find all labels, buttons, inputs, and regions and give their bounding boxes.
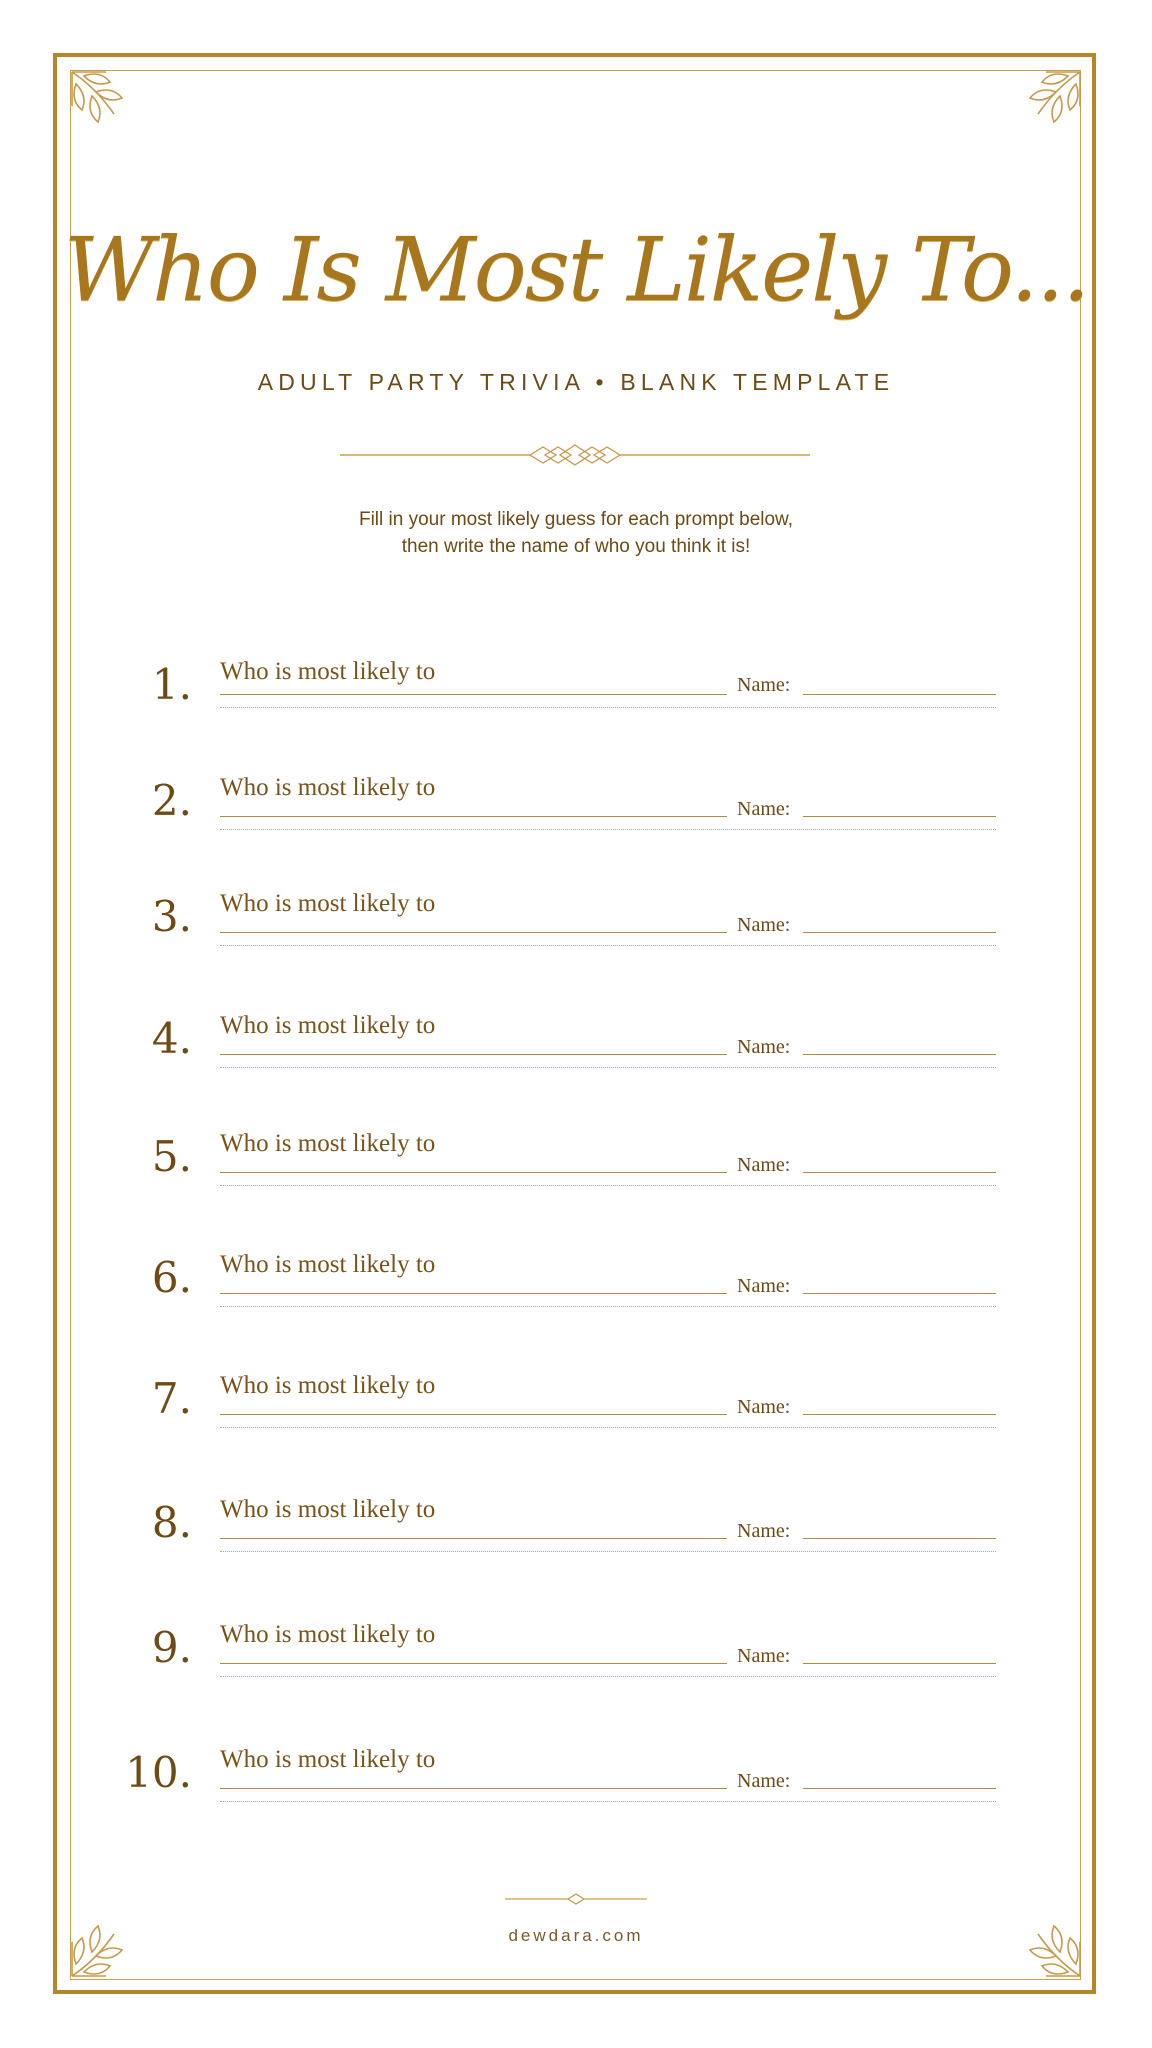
prompt-text: Who is most likely to bbox=[220, 1372, 436, 1399]
leaf-ornament-icon bbox=[996, 66, 1086, 156]
prompt-row-8 bbox=[0, 1496, 1152, 1566]
prompt-answer-line[interactable] bbox=[220, 816, 727, 817]
page-title: Who Is Most Likely To... bbox=[63, 218, 1089, 321]
prompt-answer-line[interactable] bbox=[220, 1172, 727, 1173]
dotted-separator bbox=[220, 707, 996, 708]
dotted-separator bbox=[220, 1676, 996, 1677]
name-label: Name: bbox=[737, 1036, 791, 1058]
prompt-row-9 bbox=[0, 1621, 1152, 1691]
page-subtitle: ADULT PARTY TRIVIA • BLANK TEMPLATE bbox=[257, 369, 895, 395]
prompt-number: 5. bbox=[151, 1132, 192, 1181]
name-label: Name: bbox=[737, 1275, 791, 1297]
name-label: Name: bbox=[737, 914, 791, 936]
name-answer-line[interactable] bbox=[803, 1538, 996, 1539]
name-answer-line[interactable] bbox=[803, 1414, 996, 1415]
prompt-number: 6. bbox=[151, 1253, 192, 1302]
instructions-line-2: then write the name of who you think it is! bbox=[401, 536, 751, 557]
prompt-number: 2. bbox=[151, 776, 192, 825]
prompt-row-10 bbox=[0, 1746, 1152, 1816]
name-label: Name: bbox=[737, 798, 791, 820]
name-answer-line[interactable] bbox=[803, 1663, 996, 1664]
prompt-answer-line[interactable] bbox=[220, 1054, 727, 1055]
name-answer-line[interactable] bbox=[803, 932, 996, 933]
prompt-text: Who is most likely to bbox=[220, 1621, 436, 1648]
dotted-separator bbox=[220, 1427, 996, 1428]
prompt-text: Who is most likely to bbox=[220, 658, 436, 685]
instructions bbox=[0, 506, 1152, 560]
name-answer-line[interactable] bbox=[803, 1172, 996, 1173]
prompt-text: Who is most likely to bbox=[220, 1251, 436, 1278]
dotted-separator bbox=[220, 1185, 996, 1186]
prompt-row-1 bbox=[0, 658, 1152, 728]
prompt-number: 7. bbox=[151, 1374, 192, 1423]
prompt-row-5 bbox=[0, 1130, 1152, 1200]
prompt-answer-line[interactable] bbox=[220, 1414, 727, 1415]
name-label: Name: bbox=[737, 1520, 791, 1542]
prompt-text: Who is most likely to bbox=[220, 1496, 436, 1523]
name-label: Name: bbox=[737, 1645, 791, 1667]
name-label: Name: bbox=[737, 1396, 791, 1418]
name-answer-line[interactable] bbox=[803, 694, 996, 695]
name-answer-line[interactable] bbox=[803, 1788, 996, 1789]
dotted-separator bbox=[220, 829, 996, 830]
dotted-separator bbox=[220, 1551, 996, 1552]
prompt-row-3 bbox=[0, 890, 1152, 960]
name-answer-line[interactable] bbox=[803, 816, 996, 817]
ornamental-divider-icon bbox=[340, 440, 810, 470]
prompt-row-6 bbox=[0, 1251, 1152, 1321]
leaf-ornament-icon bbox=[66, 66, 156, 156]
prompt-answer-line[interactable] bbox=[220, 932, 727, 933]
prompt-answer-line[interactable] bbox=[220, 1663, 727, 1664]
prompt-text: Who is most likely to bbox=[220, 1746, 436, 1773]
footer-divider-icon bbox=[505, 1892, 647, 1906]
prompt-answer-line[interactable] bbox=[220, 694, 727, 695]
dotted-separator bbox=[220, 1801, 996, 1802]
prompt-text: Who is most likely to bbox=[220, 1130, 436, 1157]
name-label: Name: bbox=[737, 1770, 791, 1792]
prompt-number: 8. bbox=[151, 1498, 192, 1547]
prompt-answer-line[interactable] bbox=[220, 1293, 727, 1294]
prompt-text: Who is most likely to bbox=[220, 890, 436, 917]
name-answer-line[interactable] bbox=[803, 1293, 996, 1294]
prompt-number: 1. bbox=[151, 660, 192, 709]
dotted-separator bbox=[220, 945, 996, 946]
prompt-text: Who is most likely to bbox=[220, 1012, 436, 1039]
prompt-text: Who is most likely to bbox=[220, 774, 436, 801]
name-label: Name: bbox=[737, 674, 791, 696]
prompt-row-4 bbox=[0, 1012, 1152, 1082]
dotted-separator bbox=[220, 1067, 996, 1068]
prompt-number: 3. bbox=[151, 892, 192, 941]
instructions-line-1: Fill in your most likely guess for each prompt below, bbox=[358, 509, 793, 530]
prompt-number: 10. bbox=[125, 1748, 192, 1797]
prompt-number: 4. bbox=[151, 1014, 192, 1063]
prompt-row-2 bbox=[0, 774, 1152, 844]
footer-website: dewdara.com bbox=[508, 1926, 644, 1945]
prompt-row-7 bbox=[0, 1372, 1152, 1442]
prompt-answer-line[interactable] bbox=[220, 1788, 727, 1789]
prompt-answer-line[interactable] bbox=[220, 1538, 727, 1539]
name-label: Name: bbox=[737, 1154, 791, 1176]
prompt-number: 9. bbox=[151, 1623, 192, 1672]
name-answer-line[interactable] bbox=[803, 1054, 996, 1055]
dotted-separator bbox=[220, 1306, 996, 1307]
